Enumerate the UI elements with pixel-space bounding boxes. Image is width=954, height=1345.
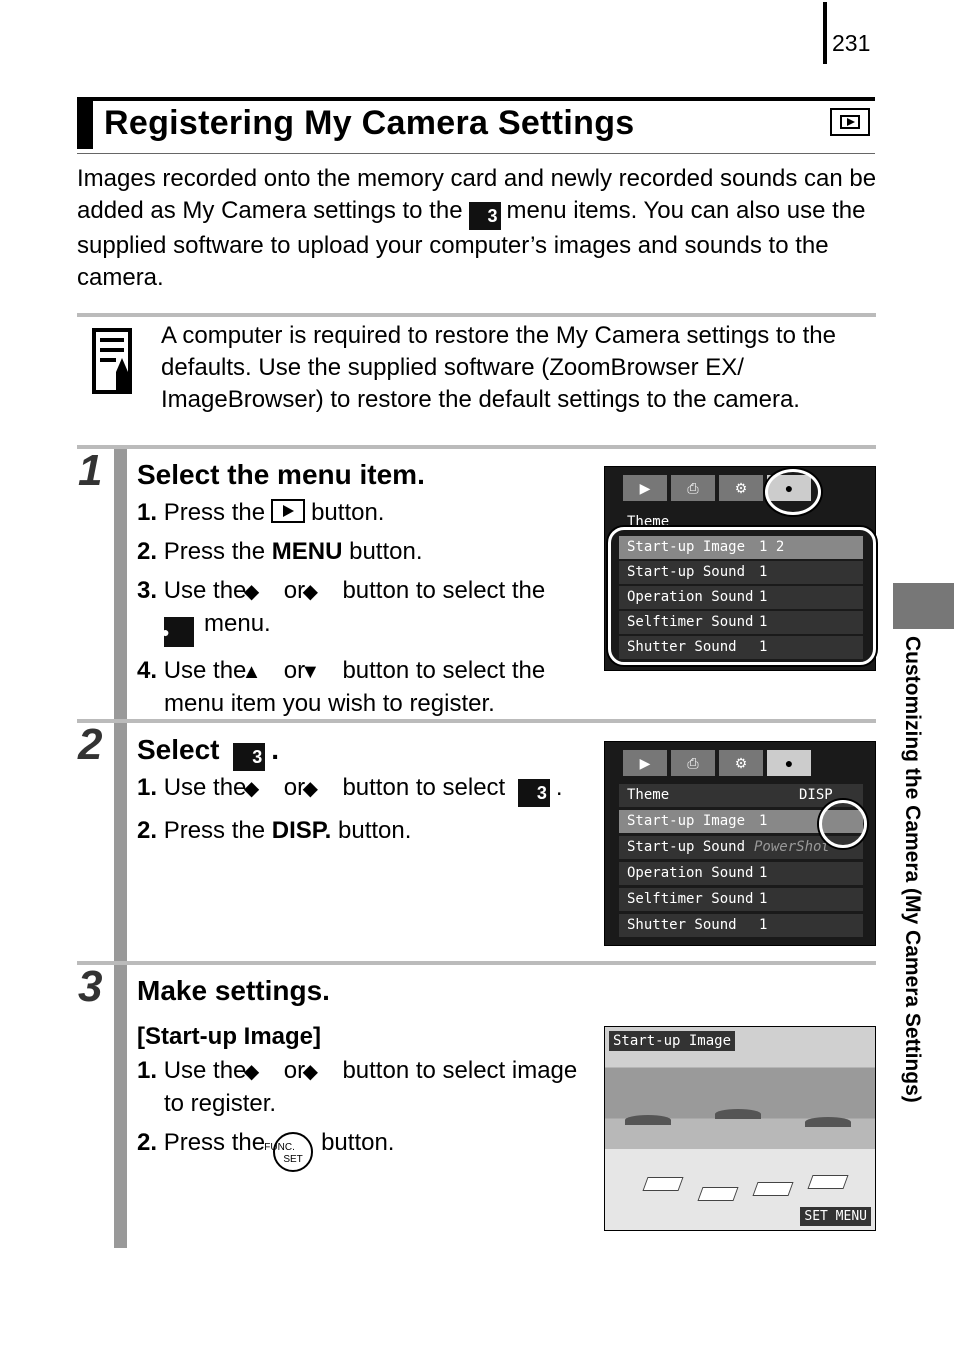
page-number-bar <box>823 2 827 64</box>
menu-row-theme: Theme <box>627 514 670 530</box>
my-camera-setting-3-icon: 3 <box>518 779 550 807</box>
step-1-item-2: 2. Press the MENU button. <box>137 538 423 565</box>
step-2-item-1: 1. Use the ◆ or ◆ button to select 3 . <box>137 772 592 807</box>
step-2-item-2: 2. Press the DISP. button. <box>137 817 412 844</box>
menu-row: Shutter Sound 1 <box>619 914 863 937</box>
step-1-item-4: 4. Use the ▲ or ▼ button to select the menu item you wish to register. <box>137 657 546 717</box>
playback-button-icon <box>271 499 305 523</box>
menu-row: Shutter Sound 1 <box>619 636 863 659</box>
chapter-title: Customizing the Camera (My Camera Settings) <box>901 636 924 1103</box>
right-arrow-icon: ◆ <box>302 1061 318 1083</box>
menu-row: Start-up Image 1 2 <box>619 536 863 559</box>
beach-chair <box>752 1182 793 1196</box>
page-title: Registering My Camera Settings <box>104 104 635 142</box>
step-1-title: Select the menu item. <box>137 459 425 490</box>
menu-row: Start-up Sound PowerShot <box>619 836 863 859</box>
menu-row: Start-up Sound 1 <box>619 561 863 584</box>
startup-image-label: Start-up Image <box>609 1031 735 1051</box>
beach-chair <box>807 1175 848 1189</box>
right-arrow-icon: ◆ <box>302 778 318 800</box>
tab-settings-icon: ⚙ <box>719 475 763 501</box>
left-arrow-icon: ◆ <box>243 581 260 603</box>
memo-note-icon <box>92 328 132 394</box>
tab-mycamera-icon: ● <box>767 475 811 501</box>
step-3-bar <box>114 965 127 1248</box>
chapter-tab <box>893 583 954 629</box>
step-2-title: Select 3 . <box>137 734 279 771</box>
startup-image-preview <box>604 1026 876 1231</box>
umbrella <box>625 1115 671 1125</box>
page-number: 231 <box>832 30 871 56</box>
intro-paragraph <box>77 163 877 294</box>
step-1-item-3: 3. Use the ◆ or ◆ button to select the ● menu. <box>137 575 592 647</box>
menu-row: Selftimer Sound 1 <box>619 611 863 634</box>
step-3-rule <box>77 961 876 965</box>
step-2-bar <box>114 723 127 961</box>
step-3-title: Make settings. <box>137 975 330 1006</box>
up-arrow-icon: ▲ <box>241 661 262 683</box>
my-camera-menu-icon: ● <box>164 617 194 647</box>
tab-play-icon: ▶ <box>623 750 667 776</box>
step-1-instructions <box>137 497 592 727</box>
step-1-number: 1 <box>78 446 103 495</box>
step-3-subheading: [Start-up Image] <box>137 1023 322 1050</box>
step-3-number: 3 <box>78 962 103 1011</box>
beach-chair <box>697 1187 738 1201</box>
photo-footer: SET MENU <box>800 1207 871 1226</box>
intro-text-2: menu items. You can also use the supplied software to upload your computer’s images and sounds to the camera. <box>77 197 866 291</box>
title-accent <box>77 100 93 149</box>
my-camera-setting-3-icon: 3 <box>233 743 265 771</box>
umbrella <box>715 1109 761 1119</box>
step-1-rule <box>77 445 876 449</box>
down-arrow-icon: ▼ <box>300 661 321 683</box>
tab-print-icon: ⎙ <box>671 750 715 776</box>
left-arrow-icon: ◆ <box>243 1061 260 1083</box>
tab-settings-icon: ⚙ <box>719 750 763 776</box>
my-camera-icon: 3 <box>469 202 501 230</box>
camera-screen-1 <box>604 466 876 671</box>
camera-screen-2 <box>604 741 876 946</box>
beach-chair <box>642 1177 683 1191</box>
menu-row: Selftimer Sound 1 <box>619 888 863 911</box>
menu-row: Start-up Image 1 <box>619 810 863 833</box>
step-1-bar <box>114 449 127 719</box>
step-2-instructions <box>137 772 592 854</box>
menu-row: Theme DISP <box>619 784 863 807</box>
left-arrow-icon: ◆ <box>243 778 260 800</box>
step-1-item-1: 1. Press the button. <box>137 499 385 526</box>
step-2-rule <box>77 719 876 723</box>
note-text: A computer is required to restore the My Camera settings to the defaults. Use the supplied software (ZoomBrowser EX/ ImageBrowser) to restore the default settings to the camera. <box>161 322 836 413</box>
highlight-circle <box>765 469 821 515</box>
menu-row: Operation Sound 1 <box>619 862 863 885</box>
step-3-instructions <box>137 1055 592 1180</box>
highlight-box <box>608 527 876 665</box>
menu-row: Operation Sound 1 <box>619 586 863 609</box>
right-arrow-icon: ◆ <box>302 581 318 603</box>
tab-print-icon: ⎙ <box>671 475 715 501</box>
intro-text-1: Images recorded onto the memory card and newly recorded sounds can be added as My Camera settings to the <box>77 165 877 224</box>
highlight-circle <box>819 800 867 848</box>
umbrella <box>805 1117 851 1127</box>
tab-mycamera-icon: ● <box>767 750 811 776</box>
step-3-item-1: 1. Use the ◆ or ◆ button to select image to register. <box>137 1057 578 1117</box>
step-2-number: 2 <box>78 720 103 769</box>
tab-play-icon: ▶ <box>623 475 667 501</box>
playback-mode-icon <box>830 108 870 136</box>
step-3-item-2: 2. Press theFUNC. SETbutton. <box>137 1127 592 1172</box>
note-rule <box>77 313 876 317</box>
func-set-button-icon: FUNC. SET <box>273 1132 313 1172</box>
